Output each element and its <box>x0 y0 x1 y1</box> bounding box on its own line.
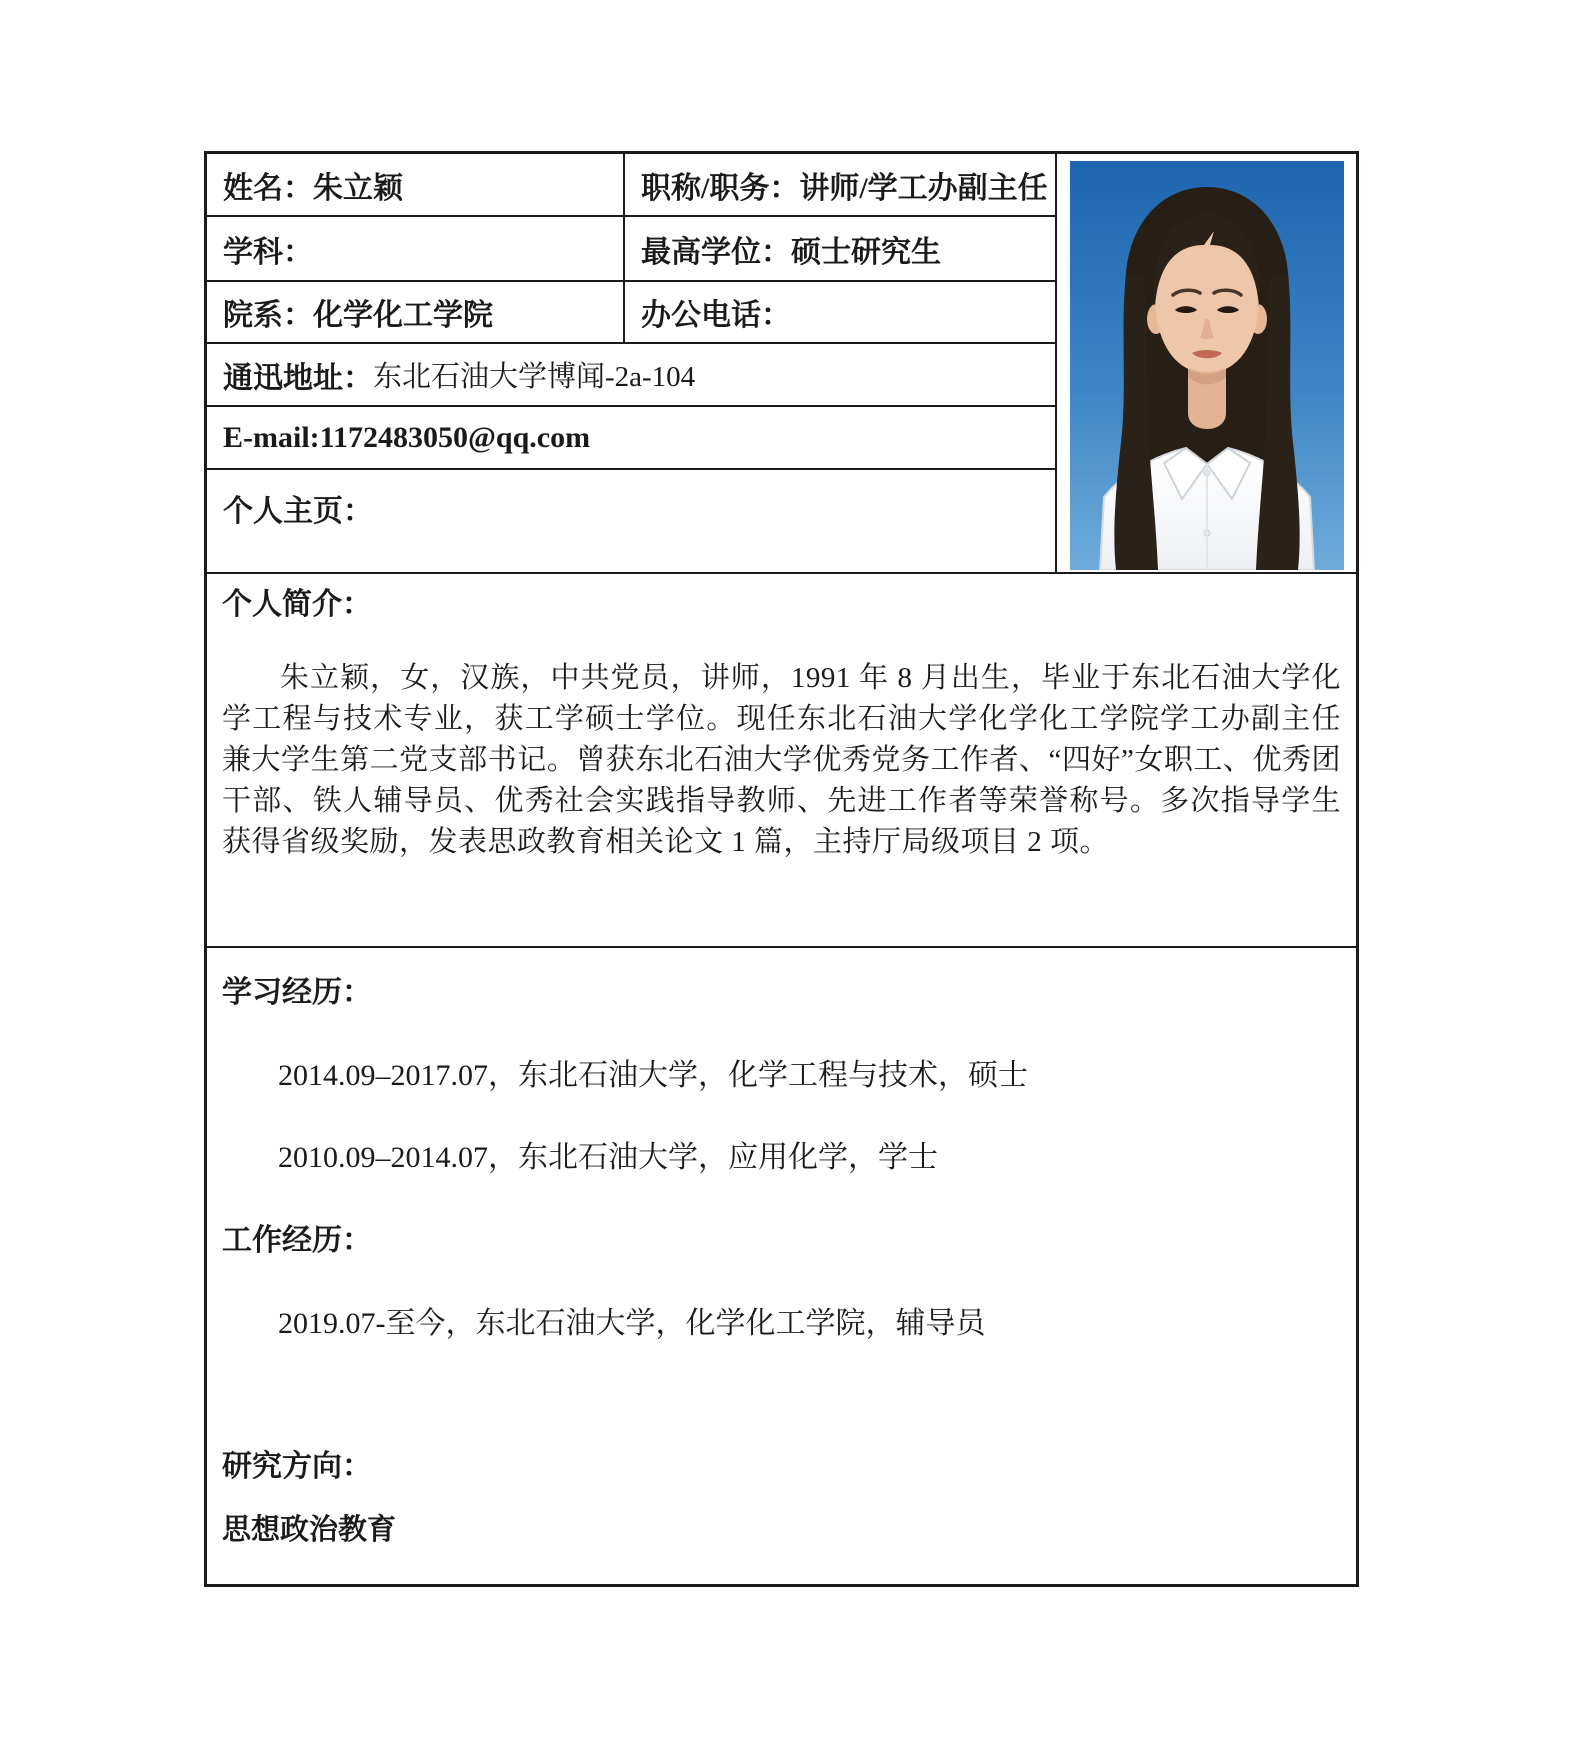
research-direction: 思想政治教育 <box>222 1514 397 1546</box>
education-header: 学习经历： <box>222 976 372 1009</box>
field-email <box>207 407 1057 470</box>
field-degree <box>625 217 1057 282</box>
id-photo <box>1070 161 1344 570</box>
department-label: 院系： <box>223 299 313 332</box>
faculty-profile-table <box>204 151 1359 1587</box>
education-entry: 2010.09–2014.07，东北石油大学，应用化学，学士 <box>278 1141 938 1174</box>
photo-cell <box>1057 154 1356 572</box>
id-photo-graphic <box>1070 161 1344 570</box>
intro-paragraph: 朱立颖，女，汉族，中共党员，讲师，1991 年 8 月出生，毕业于东北石油大学化学工程与技术专业，获工学硕士学位。现任东北石油大学化学化工学院学工办副主任兼大学生第二党支部书记。曾获东北石油大学优秀党务工作者、“四好”女职工、优秀团干部、铁人辅导员、优秀社会实践指导教师、先进工作者等荣誉称号。多次指导学生获得省级奖励，发表思政教育相关论文 1 篇，主持厅局级项目 2 项。 <box>222 662 1341 858</box>
homepage-label: 个人主页： <box>223 495 373 528</box>
field-name <box>207 154 625 217</box>
email-label: E-mail: <box>223 420 320 454</box>
office-phone-label: 办公电话： <box>641 299 791 332</box>
name-value: 朱立颖 <box>313 171 403 205</box>
history-section <box>207 948 1356 1584</box>
address-label: 通迅地址： <box>223 361 373 395</box>
intro-section <box>207 574 1356 948</box>
education-entry: 2014.09–2017.07，东北石油大学，化学工程与技术，硕士 <box>278 1059 1028 1092</box>
field-office-phone <box>625 282 1057 344</box>
field-homepage <box>207 470 1057 572</box>
degree-label: 最高学位： <box>641 235 791 269</box>
field-department <box>207 282 625 344</box>
info-grid <box>207 154 1356 574</box>
field-discipline <box>207 217 625 282</box>
email-value: 1172483050@qq.com <box>319 420 591 454</box>
work-entry: 2019.07-至今，东北石油大学，化学化工学院，辅导员 <box>278 1307 986 1340</box>
name-label: 姓名： <box>223 171 313 205</box>
degree-value: 硕士研究生 <box>791 235 941 269</box>
intro-header: 个人简介： <box>222 588 372 621</box>
discipline-label: 学科： <box>223 235 313 269</box>
research-header: 研究方向： <box>222 1450 372 1483</box>
title-value: 讲师/学工办副主任 <box>799 171 1048 205</box>
work-header: 工作经历： <box>222 1224 372 1257</box>
title-label: 职称/职务： <box>641 171 800 205</box>
field-address <box>207 344 1057 407</box>
field-title <box>625 154 1057 217</box>
address-value: 东北石油大学博闻-2a-104 <box>373 361 696 393</box>
department-value: 化学化工学院 <box>313 299 493 332</box>
